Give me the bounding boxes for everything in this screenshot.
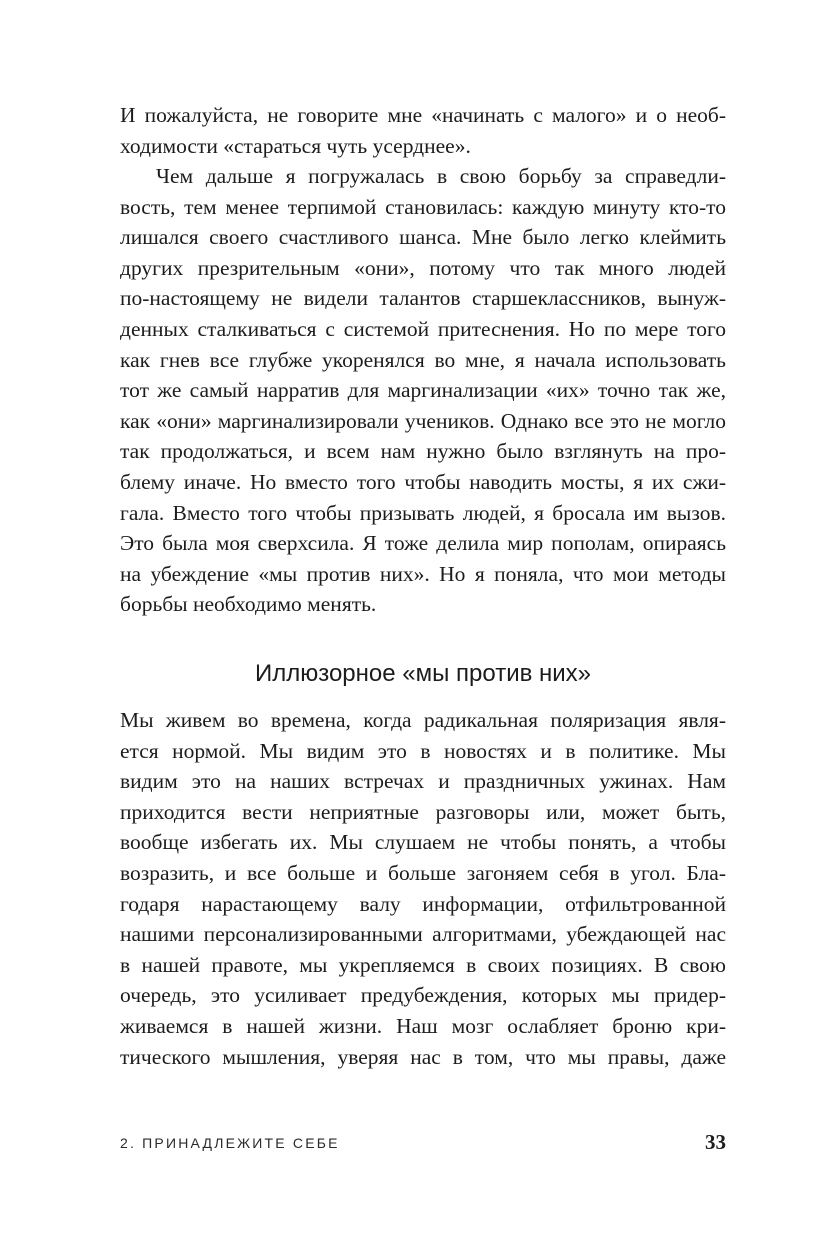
paragraph-line: на убеждение «мы против них». Но я поняла, что мои методы bbox=[120, 561, 726, 586]
paragraph-line: тот же самый нарратив для маргинализации «их» точно так же, bbox=[120, 378, 726, 403]
paragraph-line: вость, тем менее терпимой становилась: каждую минуту кто-то bbox=[120, 194, 726, 219]
paragraph-line: Мы живем во времена, когда радикальная поляризация явля- bbox=[120, 708, 726, 732]
paragraph-line: годаря нарастающему валу информации, отфильтрованной bbox=[120, 891, 726, 916]
paragraph-2 bbox=[120, 161, 726, 620]
paragraph-line: в нашей правоте, мы укрепляемся в своих позициях. В свою bbox=[120, 952, 726, 977]
paragraph-line: лишался своего счастливого шанса. Мне было легко клеймить bbox=[120, 225, 726, 250]
paragraph-line: по-настоящему не видели талантов старшеклассников, вынуж- bbox=[120, 286, 726, 311]
paragraph-line: денных сталкиваться с системой притеснения. Но по мере того bbox=[120, 316, 726, 341]
paragraph-line: очередь, это усиливает предубеждения, которых мы придер- bbox=[120, 983, 726, 1008]
paragraph-line: так продолжаться, и всем нам нужно было взглянуть на про- bbox=[120, 439, 726, 464]
paragraph-1 bbox=[120, 100, 726, 161]
paragraph-line: других презрительным «они», потому что так много людей bbox=[120, 255, 726, 280]
running-footer-chapter: 2. ПРИНАДЛЕЖИТЕ СЕБЕ bbox=[120, 1135, 340, 1151]
page-number: 33 bbox=[705, 1130, 726, 1154]
paragraph-3 bbox=[120, 705, 726, 1072]
paragraph-line: блему иначе. Но вместо того чтобы наводить мосты, я их сжи- bbox=[120, 469, 726, 494]
paragraph-line: тического мышления, уверяя нас в том, что мы правы, даже bbox=[120, 1044, 726, 1069]
paragraph-line: Чем дальше я погружалась в свою борьбу за справедли- bbox=[156, 164, 726, 188]
paragraph-line: вообще избегать их. Мы слушаем не чтобы понять, а чтобы bbox=[120, 830, 726, 855]
paragraph-line: видим это на наших встречах и праздничных ужинах. Нам bbox=[120, 769, 726, 794]
paragraph-line: ходимости «стараться чуть усерднее». bbox=[120, 133, 471, 158]
paragraph-line: как гнев все глубже укоренялся во мне, я начала использовать bbox=[120, 347, 726, 372]
paragraph-line: ется нормой. Мы видим это в новостях и в политике. Мы bbox=[120, 738, 726, 763]
paragraph-line: гала. Вместо того чтобы призывать людей, я бросала им вызов. bbox=[120, 500, 726, 525]
paragraph-line: Это была моя сверхсила. Я тоже делила мир пополам, опираясь bbox=[120, 531, 726, 556]
paragraph-line: приходится вести неприятные разговоры или, может быть, bbox=[120, 799, 726, 824]
paragraph-line: И пожалуйста, не говорите мне «начинать с малого» и о необ- bbox=[120, 103, 726, 127]
section-heading: Иллюзорное «мы против них» bbox=[254, 660, 592, 687]
paragraph-line: нашими персонализированными алгоритмами, убеждающей нас bbox=[120, 922, 726, 947]
paragraph-line: борьбы необходимо менять. bbox=[120, 592, 377, 617]
paragraph-line: возразить, и все больше и больше загоняем себя в угол. Бла- bbox=[120, 860, 726, 885]
paragraph-line: живаемся в нашей жизни. Наш мозг ослабляет броню кри- bbox=[120, 1013, 726, 1038]
paragraph-line: как «они» маргинализировали учеников. Однако все это не могло bbox=[120, 408, 726, 433]
